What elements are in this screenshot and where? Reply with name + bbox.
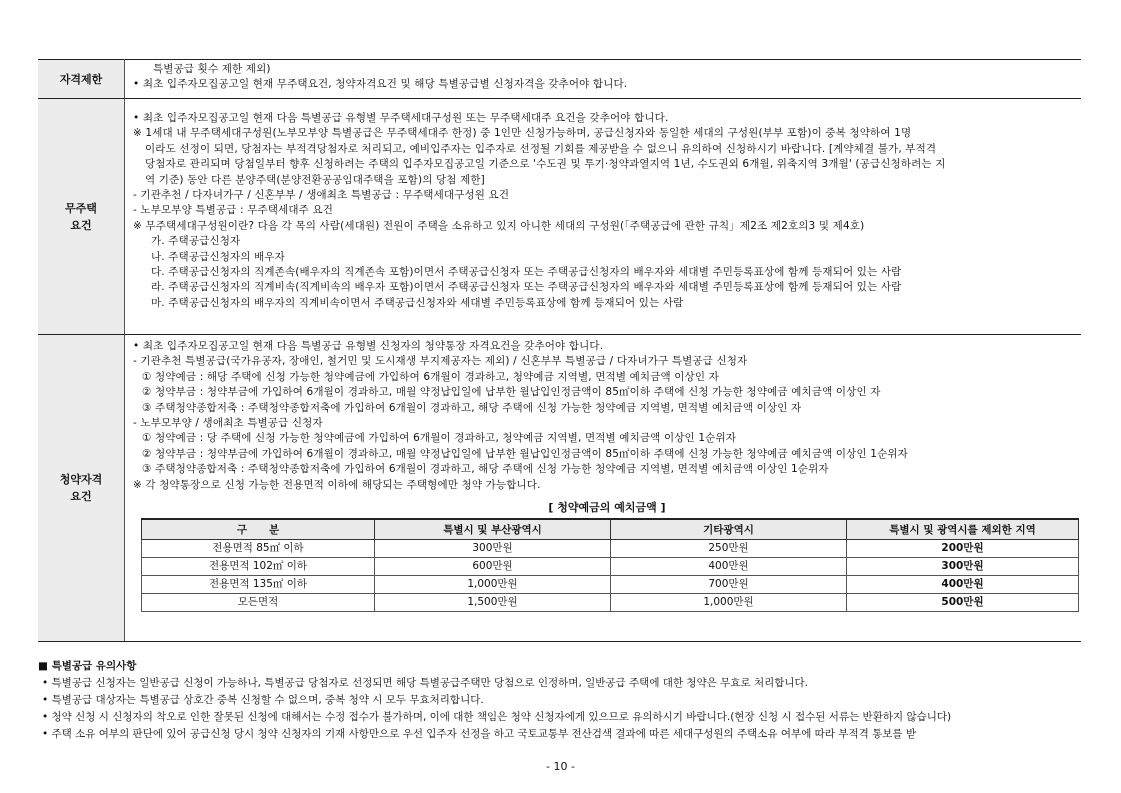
section-line: 당첨자로 관리되며 당첨일부터 향후 신청하려는 주택의 입주자모집공고일 기준으로 '수도권 및 투기·청약과열지역 1년, 수도권외 6개월, 위축지역 3개월' (공급신청하려는 지 [145, 158, 946, 171]
section-row [38, 99, 1081, 335]
section-line: 나. 주택공급신청자의 배우자 [151, 250, 285, 263]
list-item: • 특별공급 대상자는 특별공급 상호간 중복 신청할 수 없으며, 중복 청약 시 모두 무효처리합니다. [42, 694, 484, 706]
section-body [125, 99, 1082, 335]
section-line: ① 청약예금 : 해당 주택에 신청 가능한 청약예금에 가입하여 6개월이 경과하고, 청약예금 지역별, 면적별 예치금액 이상인 자 [142, 370, 719, 383]
deposit-cell: 전용면적 102㎡ 이하 [142, 558, 375, 576]
section-line: ※ 무주택세대구성원이란? 다음 각 목의 사람(세대원) 전원이 주택을 소유하고 있지 아니한 세대의 구성원(「주택공급에 관한 규칙」제2조 제2호의3 및 제4호) [133, 219, 865, 232]
section-head [38, 335, 125, 642]
deposit-cell: 전용면적 135㎡ 이하 [142, 576, 375, 594]
section-line: 이라도 선정이 되면, 당첨자는 부적격당첨자로 처리되고, 예비입주자는 입주자로 선정될 기회를 제공받을 수 없으니 유의하여 신청하시기 바랍니다. [계약체결 불가, 부적격 [145, 142, 937, 155]
section-body [125, 60, 1082, 99]
deposit-cell: 1,500만원 [375, 594, 611, 612]
deposit-header: 기타광역시 [611, 519, 847, 540]
table-row [142, 576, 1079, 594]
table-row [142, 540, 1079, 558]
section-line: ① 청약예금 : 당 주택에 신청 가능한 청약예금에 가입하여 6개월이 경과하고, 청약예금 지역별, 면적별 예치금액 이상인 1순위자 [142, 432, 737, 445]
section-line: 가. 주택공급신청자 [151, 235, 241, 248]
section-line: - 기관추천 특별공급(국가유공자, 장애인, 철거민 및 도시재생 부지제공자는 제외) / 신혼부부 특별공급 / 다자녀가구 특별공급 신청자 [133, 355, 748, 368]
section-line: 역 기준) 동안 다른 분양주택(분양전환공공임대주택을 포함)의 당첨 제한] [145, 173, 485, 186]
deposit-table [141, 518, 1079, 612]
section-line: ② 청약부금 : 청약부금에 가입하여 6개월이 경과하고, 매월 약정납입일에 납부한 월납입인정금액이 85㎡이하 주택에 신청 가능한 청약예금 예치금액 이상인 1순위자 [142, 447, 908, 460]
section-line: 마. 주택공급신청자의 배우자의 직계비속이면서 주택공급신청자와 세대별 주민등록표상에 함께 등재되어 있는 사람 [151, 296, 684, 309]
table-row [142, 594, 1079, 612]
deposit-header: 특별시 및 부산광역시 [375, 519, 611, 540]
section-head-line: 요건 [70, 218, 92, 232]
section-line: - 기관추천 / 다자녀가구 / 신혼부부 / 생애최초 특별공급 : 무주택세대구성원 요건 [133, 189, 510, 202]
deposit-cell: 700만원 [611, 576, 847, 594]
section-head [38, 60, 125, 99]
deposit-cell: 400만원 [847, 576, 1079, 594]
section-body [125, 335, 1082, 642]
section-head-line: 청약자격 [59, 473, 103, 486]
deposit-cell: 500만원 [847, 594, 1079, 612]
deposit-cell: 600만원 [375, 558, 611, 576]
eligibility-table [38, 59, 1081, 642]
deposit-cell: 200만원 [847, 540, 1079, 558]
deposit-table-title: [ 청약예금의 예치금액 ] [548, 501, 666, 515]
deposit-cell: 250만원 [611, 540, 847, 558]
section-row [38, 60, 1081, 99]
section-line: ③ 주택청약종합저축 : 주택청약종합저축에 가입하여 6개월이 경과하고, 해당 주택에 신청 가능한 청약예금 지역별, 면적별 예치금액 이상인 자 [142, 401, 802, 414]
section-line: ③ 주택청약종합저축 : 주택청약종합저축에 가입하여 6개월이 경과하고, 해당 주택에 신청 가능한 청약예금 지역별, 면적별 예치금액 이상인 1순위자 [142, 463, 829, 476]
section-line: ② 청약부금 : 청약부금에 가입하여 6개월이 경과하고, 매월 약정납입일에 납부한 월납입인정금액이 85㎡이하 주택에 신청 가능한 청약예금 예치금액 이상인 자 [142, 386, 881, 399]
deposit-cell: 1,000만원 [611, 594, 847, 612]
section-line: 특별공급 횟수 제한 제외) [153, 63, 271, 75]
notes-title: ■ 특별공급 유의사항 [38, 660, 137, 672]
section-head-line: 무주택 [65, 201, 97, 215]
section-line: ※ 각 청약통장으로 신청 가능한 전용면적 이하에 해당되는 주택형에만 청약 가능합니다. [133, 478, 541, 491]
deposit-cell: 모든면적 [142, 594, 375, 612]
section-head-line: 요건 [70, 490, 92, 503]
list-item: • 주택 소유 여부의 판단에 있어 공급신청 당시 청약 신청자의 기재 사항만으로 우선 입주자 선정을 하고 국토교통부 전산검색 결과에 따른 세대구성원의 주택소유 여부에 따라 부적격 통보를 받 [42, 728, 916, 740]
deposit-cell: 300만원 [847, 558, 1079, 576]
deposit-header: 특별시 및 광역시를 제외한 지역 [847, 519, 1079, 540]
section-line: 라. 주택공급신청자의 직계비속(직계비속의 배우자 포함)이면서 주택공급신청자 또는 주택공급신청자의 배우자와 세대별 주민등록표상에 함께 등재되어 있는 사람 [151, 281, 902, 294]
section-line: • 최초 입주자모집공고일 현재 다음 특별공급 유형별 신청자의 청약통장 자격요건을 갖추어야 합니다. [133, 340, 604, 352]
section-line: - 노부모부양 특별공급 : 무주택세대주 요건 [133, 204, 334, 217]
deposit-cell: 300만원 [375, 540, 611, 558]
special-supply-notes [38, 658, 1088, 743]
list-item: • 특별공급 신청자는 일반공급 신청이 가능하나, 특별공급 당첨자로 선정되면 해당 특별공급주택만 당첨으로 인정하며, 일반공급 주택에 대한 청약은 무효로 처리합니다. [42, 677, 809, 689]
section-line: ※ 1세대 내 무주택세대구성원(노부모부양 특별공급은 무주택세대주 한정) 중 1인만 신청가능하며, 공급신청자와 동일한 세대의 구성원(부부 포함)이 중복 청약하여 1명 [133, 127, 912, 140]
page-number: - 10 - [546, 760, 575, 773]
section-line: 다. 주택공급신청자의 직계존속(배우자의 직계존속 포함)이면서 주택공급신청자 또는 주택공급신청자의 배우자와 세대별 주민등록표상에 함께 등재되어 있는 사람 [151, 266, 902, 279]
deposit-header-row [142, 519, 1079, 540]
section-head [38, 99, 125, 335]
deposit-cell: 1,000만원 [375, 576, 611, 594]
section-row [38, 335, 1081, 642]
section-line: • 최초 입주자모집공고일 현재 무주택요건, 청약자격요건 및 해당 특별공급별 신청자격을 갖추어야 합니다. [133, 78, 628, 91]
deposit-cell: 400만원 [611, 558, 847, 576]
section-line: • 최초 입주자모집공고일 현재 다음 특별공급 유형별 무주택세대구성원 또는 무주택세대주 요건을 갖추어야 합니다. [133, 112, 669, 124]
deposit-cell: 전용면적 85㎡ 이하 [142, 540, 375, 558]
table-row [142, 558, 1079, 576]
section-head-line: 자격제한 [59, 72, 103, 86]
deposit-header: 구 분 [142, 519, 375, 540]
section-line: - 노부모부양 / 생애최초 특별공급 신청자 [133, 417, 323, 430]
list-item: • 청약 신청 시 신청자의 착오로 인한 잘못된 신청에 대해서는 수정 접수가 불가하며, 이에 대한 책임은 청약 신청자에게 있으므로 유의하시기 바랍니다.(현장 신청 시 접수된 서류는 반환하지 않습니다) [42, 711, 952, 723]
